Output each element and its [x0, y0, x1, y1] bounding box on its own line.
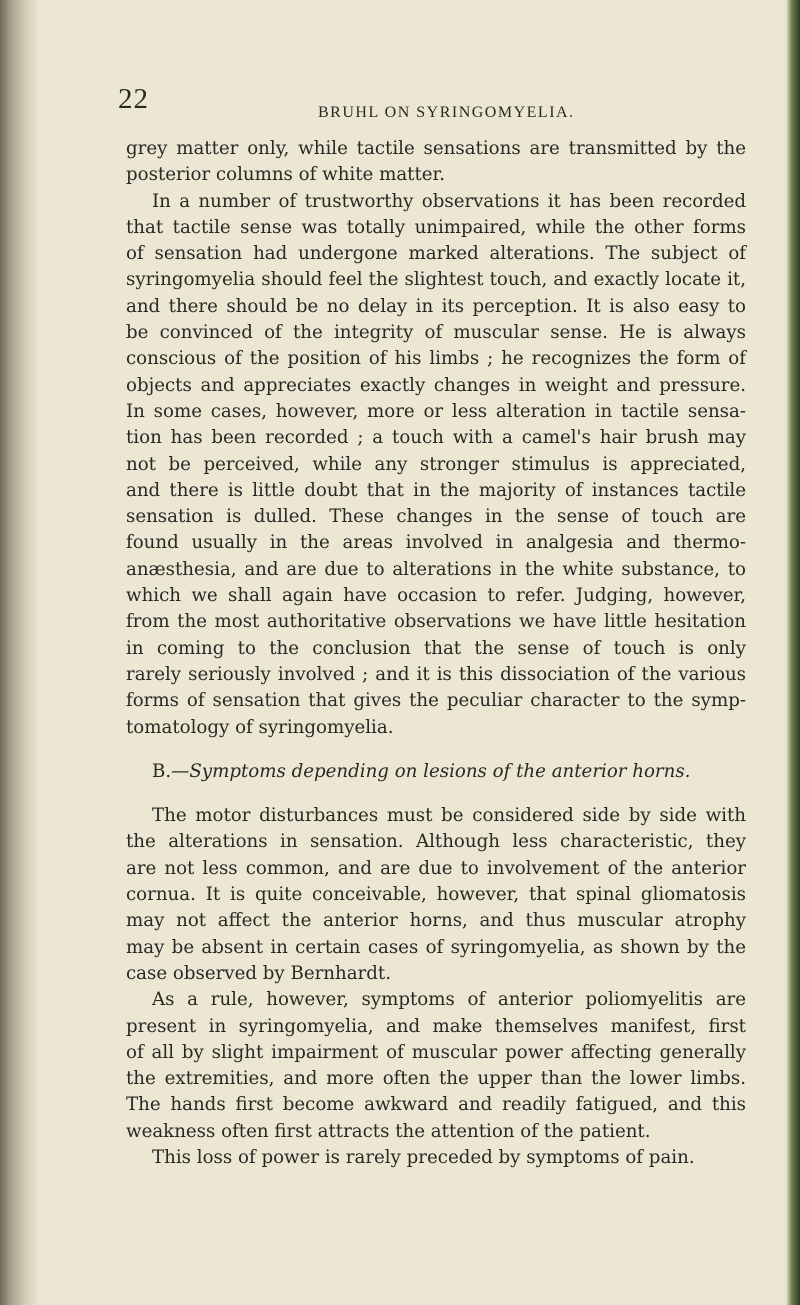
text-line: from the most authoritative observations we have little hesitation [126, 611, 746, 633]
text-line: This loss of power is rarely preceded by symptoms of pain. [152, 1146, 695, 1168]
text-line: In a number of trustworthy observations it has been recorded [152, 190, 746, 212]
text-line: In some cases, however, more or less alteration in tactile sensa- [126, 400, 746, 422]
paragraph-4 [126, 987, 746, 1145]
text-line: sensation is dulled. These changes in the sense of touch are [126, 506, 746, 528]
text-line: As a rule, however, symptoms of anterior poliomyelitis are [152, 989, 746, 1011]
text-line: cornua. It is quite conceivable, however, that spinal gliomatosis [126, 884, 746, 906]
text-line: may be absent in certain cases of syringomyelia, as shown by the [126, 936, 746, 958]
text-line: and there is little doubt that in the majority of instances tactile [126, 479, 746, 501]
text-line: anæsthesia, and are due to alterations in the white substance, to [126, 558, 746, 580]
running-head [118, 82, 718, 122]
text-line: The hands first become awkward and readily fatigued, and this [126, 1094, 746, 1116]
text-line: in coming to the conclusion that the sense of touch is only [126, 637, 746, 659]
section-title: Symptoms depending on lesions of the anterior horns. [189, 760, 691, 782]
text-line: tomatology of syringomyelia. [126, 716, 394, 738]
paragraph-3 [126, 803, 746, 987]
text-line: syringomyelia should feel the slightest touch, and exactly locate it, [126, 269, 746, 291]
paragraph-2 [126, 189, 746, 741]
text-line: rarely seriously involved ; and it is this dissociation of the various [126, 663, 746, 685]
section-heading [126, 759, 746, 785]
page-number: 22 [118, 83, 149, 115]
text-line: the extremities, and more often the upper than the lower limbs. [126, 1068, 746, 1090]
text-line: that tactile sense was totally unimpaired, while the other forms [126, 216, 746, 238]
text-line: the alterations in sensation. Although less characteristic, they [126, 831, 746, 853]
text-line: objects and appreciates exactly changes in weight and pressure. [126, 374, 746, 396]
text-line: are not less common, and are due to involvement of the anterior [126, 857, 746, 879]
text-line: found usually in the areas involved in analgesia and thermo- [126, 532, 746, 554]
text-line: conscious of the position of his limbs ; he recognizes the form of [126, 348, 746, 370]
text-line: case observed by Bernhardt. [126, 962, 391, 984]
body-text [126, 136, 746, 1171]
text-line: which we shall again have occasion to refer. Judging, however, [126, 585, 746, 607]
text-line: The motor disturbances must be considered side by side with [152, 805, 746, 827]
text-line: weakness often first attracts the attention of the patient. [126, 1120, 651, 1142]
text-line: of sensation had undergone marked alterations. The subject of [126, 243, 746, 265]
running-title: BRUHL ON SYRINGOMYELIA. [318, 104, 575, 121]
text-line: grey matter only, while tactile sensations are transmitted by the [126, 138, 746, 159]
paragraph-5 [126, 1145, 746, 1171]
text-line: present in syringomyelia, and make themselves manifest, first [126, 1015, 746, 1037]
paragraph-1 [126, 136, 746, 189]
text-line: of all by slight impairment of muscular power affecting generally [126, 1041, 746, 1063]
text-line: may not affect the anterior horns, and thus muscular atrophy [126, 910, 746, 932]
text-line: and there should be no delay in its perception. It is also easy to [126, 295, 746, 317]
text-line: not be perceived, while any stronger stimulus is appreciated, [126, 453, 746, 475]
text-line: forms of sensation that gives the peculiar character to the symp- [126, 690, 746, 712]
text-line: be convinced of the integrity of muscular sense. He is always [126, 322, 746, 344]
text-line: tion has been recorded ; a touch with a camel's hair brush may [126, 427, 746, 449]
text-line: posterior columns of white matter. [126, 164, 446, 186]
section-label: B.— [152, 760, 190, 782]
